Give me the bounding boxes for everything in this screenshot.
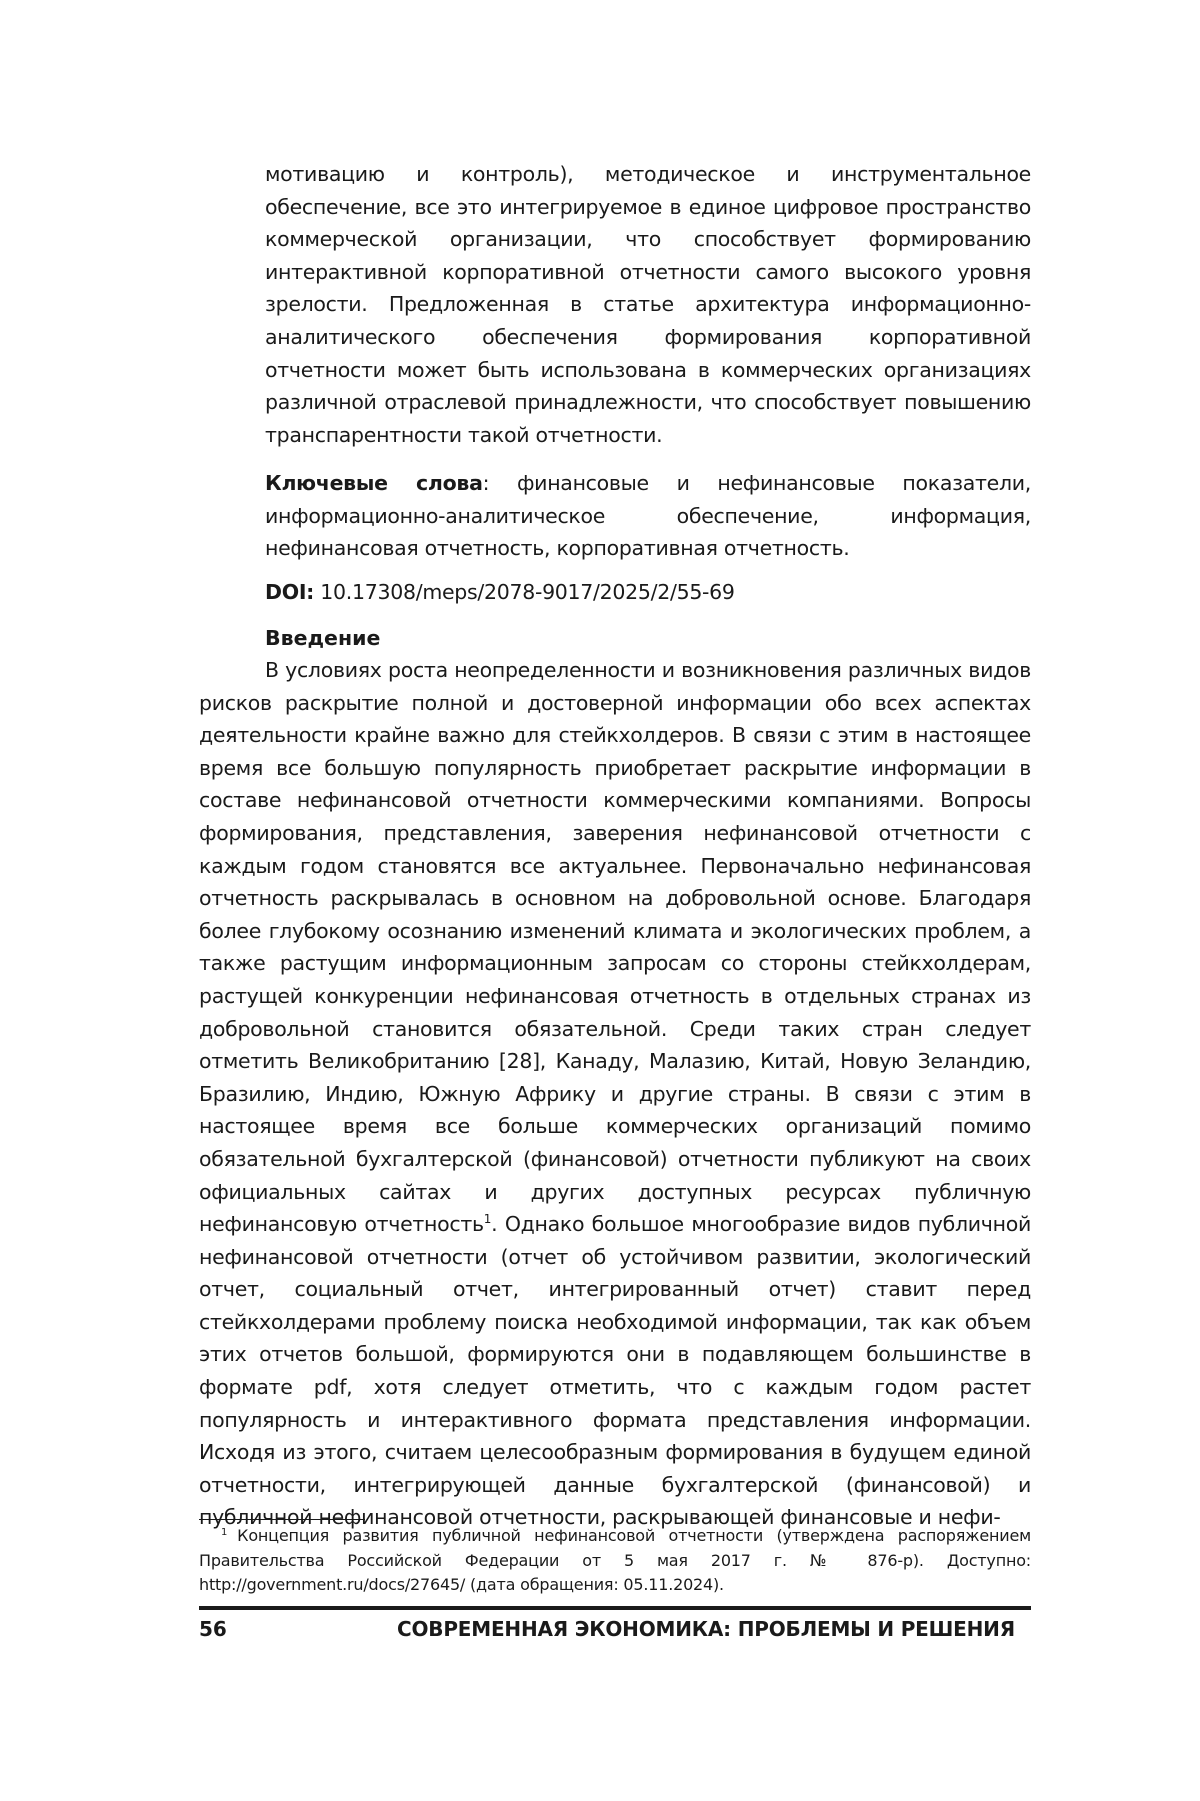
doi-label: DOI:: [265, 580, 314, 604]
journal-title: СОВРЕМЕННАЯ ЭКОНОМИКА: ПРОБЛЕМЫ И РЕШЕНИЯ: [397, 1615, 1015, 1643]
keywords-list: : финансовые и нефинансовые показатели, информационно-аналитическое обеспечение, информация, нефинансовая отчетность, корпоративная отчетность.: [265, 471, 1031, 560]
section-title-introduction: Введение: [265, 622, 380, 654]
footer-divider: [199, 1606, 1031, 1610]
footnote-reference[interactable]: 1: [484, 1212, 491, 1226]
keywords-label: Ключевые слова: [265, 471, 483, 495]
doi-value: 10.17308/meps/2078-9017/2025/2/55-69: [314, 580, 735, 604]
keywords-paragraph: [265, 467, 1031, 565]
journal-page: [0, 0, 1200, 1801]
introduction-text-part2: . Однако большое многообразие видов публичной нефинансовой отчетности (отчет об устойчивом развитии, экологический отчет, социальный отчет, интегрированный отчет) ставит перед стейкхолдерами проблему поиска необходимой информации, так как объем этих отчетов большой, формируются они в подавляющем большинстве в формате pdf, хотя следует отметить, что с каждым годом растет популярность и интерактивного формата представления информации. Исходя из этого, считаем целесообразным формирования в будущем единой отчетности, интегрирующей данные бухгалтерской (финансовой) и публичной нефинансовой отчетности, раскрывающей финансовые и нефи-: [199, 1212, 1031, 1529]
footnote: [199, 1524, 1031, 1598]
doi-line: [265, 576, 1031, 608]
footnote-marker: 1: [221, 1527, 227, 1538]
page-number: 56: [199, 1615, 227, 1643]
footnote-text: Концепция развития публичной нефинансовой отчетности (утверждена распоряжением Правительства Российской Федерации от 5 мая 2017 г. № 876-р). Доступно: http://government.ru/docs/27645/ (дата обращения: 05.11.2024).: [199, 1526, 1031, 1594]
abstract-body: мотивацию и контроль), методическое и инструментальное обеспечение, все это интегрируемое в единое цифровое пространство коммерческой организации, что способствует формированию интерактивной корпоративной отчетности самого высокого уровня зрелости. Предложенная в статье архитектура информационно-аналитического обеспечения формирования корпоративной отчетности может быть использована в коммерческих организациях различной отраслевой принадлежности, что способствует повышению транспарентности такой отчетности.: [265, 162, 1031, 447]
introduction-paragraph: [199, 654, 1031, 1534]
footnote-divider: [199, 1519, 365, 1520]
introduction-text-part1: В условиях роста неопределенности и возникновения различных видов рисков раскрытие полной и достоверной информации обо всех аспектах деятельности крайне важно для стейкхолдеров. В связи с этим в настоящее время все большую популярность приобретает раскрытие информации в составе нефинансовой отчетности коммерческими компаниями. Вопросы формирования, представления, заверения нефинансовой отчетности с каждым годом становятся все актуальнее. Первоначально нефинансовая отчетность раскрывалась в основном на добровольной основе. Благодаря более глубокому осознанию изменений климата и экологических проблем, а также растущим информационным запросам со стороны стейкхолдерам, растущей конкуренции нефинансовая отчетность в отдельных странах из добровольной становится обязательной. Среди таких стран следует отметить Великобританию [28], Канаду, Малазию, Китай, Новую Зеландию, Бразилию, Индию, Южную Африку и другие страны. В связи с этим в настоящее время все больше коммерческих организаций помимо обязательной бухгалтерской (финансовой) отчетности публикуют на своих официальных сайтах и других доступных ресурсах публичную нефинансовую отчетность: [199, 658, 1031, 1236]
abstract-text: [265, 158, 1031, 451]
